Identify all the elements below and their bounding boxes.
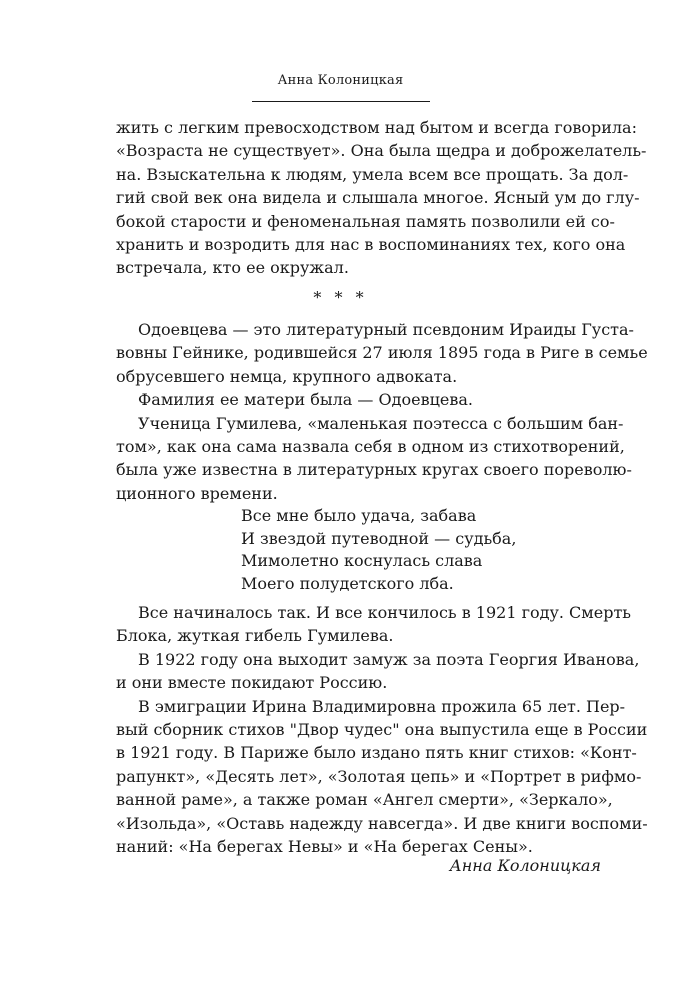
text-line: в 1921 году. В Париже было издано пять книг стихов: «Конт- bbox=[116, 743, 637, 763]
section-separator: * * * bbox=[313, 288, 368, 307]
running-head: Анна Колоницкая bbox=[277, 73, 404, 88]
paragraph-marriage bbox=[116, 648, 640, 695]
text-line: Одоевцева — это литературный псевдоним Ираиды Густа- bbox=[138, 320, 634, 339]
paragraph-pseudonym bbox=[116, 318, 648, 388]
text-line: обрусевшего немца, крупного адвоката. bbox=[116, 366, 458, 386]
paragraph-mother-surname bbox=[116, 388, 601, 411]
text-line: Ученица Гумилева, «маленькая поэтесса с большим бан- bbox=[138, 413, 624, 433]
text-line: ванной раме», а также роман «Ангел смерти», «Зеркало», bbox=[116, 790, 613, 810]
text-line: рапункт», «Десять лет», «Золотая цепь» и «Портрет в рифмо- bbox=[116, 766, 642, 786]
text-line: на. Взыскательна к людям, умела всем все прощать. За дол- bbox=[116, 164, 629, 184]
text-line: была уже известна в литературных кругах своего пореволю- bbox=[116, 460, 632, 480]
text-line: жить с легким превосходством над бытом и всегда говорила: bbox=[116, 118, 637, 137]
paragraph-continued bbox=[116, 116, 647, 280]
text-line: и они вместе покидают Россию. bbox=[116, 673, 388, 693]
text-line: «Изольда», «Оставь надежду навсегда». И две книги воспоми- bbox=[116, 813, 648, 833]
paragraph-1921 bbox=[116, 601, 632, 648]
text-line: «Возраста не существует». Она была щедра и доброжелатель- bbox=[116, 141, 647, 161]
text-line: встречала, кто ее окружал. bbox=[116, 258, 349, 278]
poem-line: Все мне было удача, забава bbox=[241, 506, 477, 525]
paragraph-gumilev-student bbox=[116, 412, 632, 506]
text-line: хранить и возродить для нас в воспоминаниях тех, кого она bbox=[116, 235, 626, 255]
text-line: вый сборник стихов "Двор чудес" она выпустила еще в России bbox=[116, 720, 648, 740]
text-line: вовны Гейнике, родившейся 27 июля 1895 года в Риге в семье bbox=[116, 343, 648, 363]
text-line: В эмиграции Ирина Владимировна прожила 65 лет. Пер- bbox=[138, 696, 626, 716]
text-line: бокой старости и феноменальная память позволили ей со- bbox=[116, 211, 615, 231]
poem-line: Мимолетно коснулась слава bbox=[241, 551, 483, 570]
paragraph-emigration bbox=[116, 695, 648, 859]
running-head-rule bbox=[252, 101, 430, 102]
author-signature: Анна Колоницкая bbox=[449, 856, 601, 875]
text-line: Фамилия ее матери была — Одоевцева. bbox=[138, 390, 473, 410]
text-line: наний: «На берегах Невы» и «На берегах Сены». bbox=[116, 837, 533, 857]
section-body bbox=[116, 318, 648, 505]
section-body-after-poem bbox=[116, 601, 648, 858]
poem-line: И звездой путеводной — судьба, bbox=[241, 528, 517, 548]
poem-quote bbox=[241, 505, 516, 595]
text-line: Блока, жуткая гибель Гумилева. bbox=[116, 626, 394, 646]
text-line: ционного времени. bbox=[116, 483, 278, 503]
text-line: гий свой век она видела и слышала многое. Ясный ум до глу- bbox=[116, 188, 640, 208]
text-line: В 1922 году она выходит замуж за поэта Георгия Иванова, bbox=[138, 649, 640, 669]
poem-line: Моего полудетского лба. bbox=[241, 573, 454, 593]
text-line: том», как она сама назвала себя в одном из стихотворений, bbox=[116, 437, 625, 457]
text-line: Все начиналось так. И все кончилось в 1921 году. Смерть bbox=[138, 603, 632, 622]
